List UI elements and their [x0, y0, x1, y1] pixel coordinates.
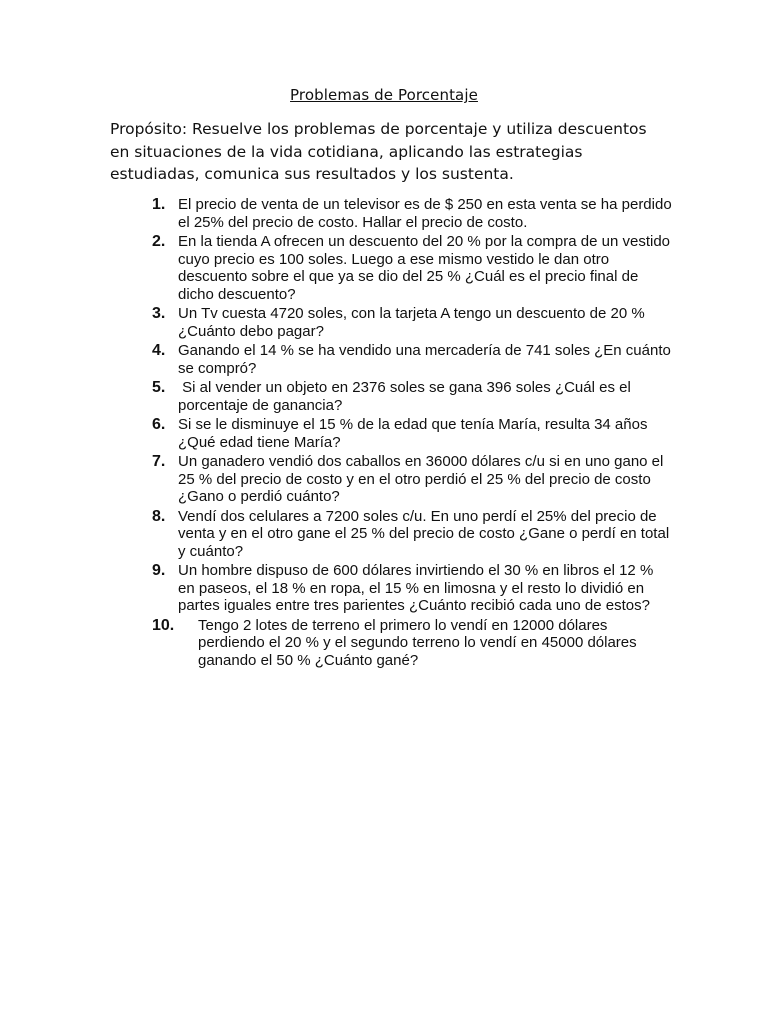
problem-number: 7. [152, 453, 166, 470]
problem-item [152, 508, 672, 561]
problem-item [152, 617, 672, 670]
problem-number: 4. [152, 342, 166, 359]
page-title: Problemas de Porcentaje [290, 86, 478, 104]
problem-item [152, 453, 672, 506]
problem-number: 10. [152, 616, 175, 634]
problem-number: 6. [152, 416, 166, 433]
problem-item [152, 562, 672, 615]
problem-text: Si se le disminuye el 15 % de la edad que tenía María, resulta 34 años ¿Qué edad tiene María? [178, 416, 652, 451]
problem-number: 1. [152, 196, 166, 213]
problem-number: 5. [152, 379, 166, 396]
problem-item [152, 342, 676, 377]
problem-item [152, 379, 672, 414]
problem-text: En la tienda A ofrecen un descuento del 20 % por la compra de un vestido cuyo precio es 100 soles. Luego a ese mismo vestido le dan otro descuento sobre el que ya se dio del 25 % ¿Cuál es el precio final de dicho descuento? [178, 233, 675, 303]
problem-item [152, 416, 672, 451]
problem-text: Tengo 2 lotes de terreno el primero lo vendí en 12000 dólares perdiendo el 20 % y el segundo terreno lo vendí en 45000 dólares ganando el 50 % ¿Cuánto gané? [198, 616, 641, 669]
problem-item [152, 233, 675, 303]
problem-number: 3. [152, 305, 166, 322]
problem-item [152, 305, 672, 340]
problem-list [152, 196, 676, 671]
problem-number: 8. [152, 507, 166, 525]
problem-number: 2. [152, 233, 166, 250]
problem-text: Si al vender un objeto en 2376 soles se gana 396 soles ¿Cuál es el porcentaje de ganancia? [178, 379, 635, 414]
problem-text: Un ganadero vendió dos caballos en 36000 dólares c/u si en uno gano el 25 % del precio de costo y en el otro perdió el 25 % del precio de costo ¿Gano o perdió cuánto? [178, 453, 668, 505]
problem-text: Vendí dos celulares a 7200 soles c/u. En uno perdí el 25% del precio de venta y en el otro gane el 25 % del precio de costo ¿Gane o perdí en total y cuánto? [178, 507, 674, 560]
problem-text: El precio de venta de un televisor es de $ 250 en esta venta se ha perdido el 25% del precio de costo. Hallar el precio de costo. [178, 196, 676, 231]
problem-text: Un Tv cuesta 4720 soles, con la tarjeta A tengo un descuento de 20 % ¿Cuánto debo pagar? [178, 305, 649, 340]
problem-text: Un hombre dispuso de 600 dólares invirtiendo el 30 % en libros el 12 % en paseos, el 18 % en ropa, el 15 % en limosna y el resto lo dividió en partes iguales entre tres parientes ¿Cuánto recibió cada uno de estos? [178, 562, 658, 614]
problem-text: Ganando el 14 % se ha vendido una mercadería de 741 soles ¿En cuánto se compró? [178, 342, 676, 377]
problem-number: 9. [152, 562, 166, 579]
problem-item [152, 196, 676, 231]
purpose-paragraph: Propósito: Resuelve los problemas de porcentaje y utiliza descuentos en situaciones de la vida cotidiana, aplicando las estrategias estudiadas, comunica sus resultados y los sustenta. [110, 120, 647, 183]
